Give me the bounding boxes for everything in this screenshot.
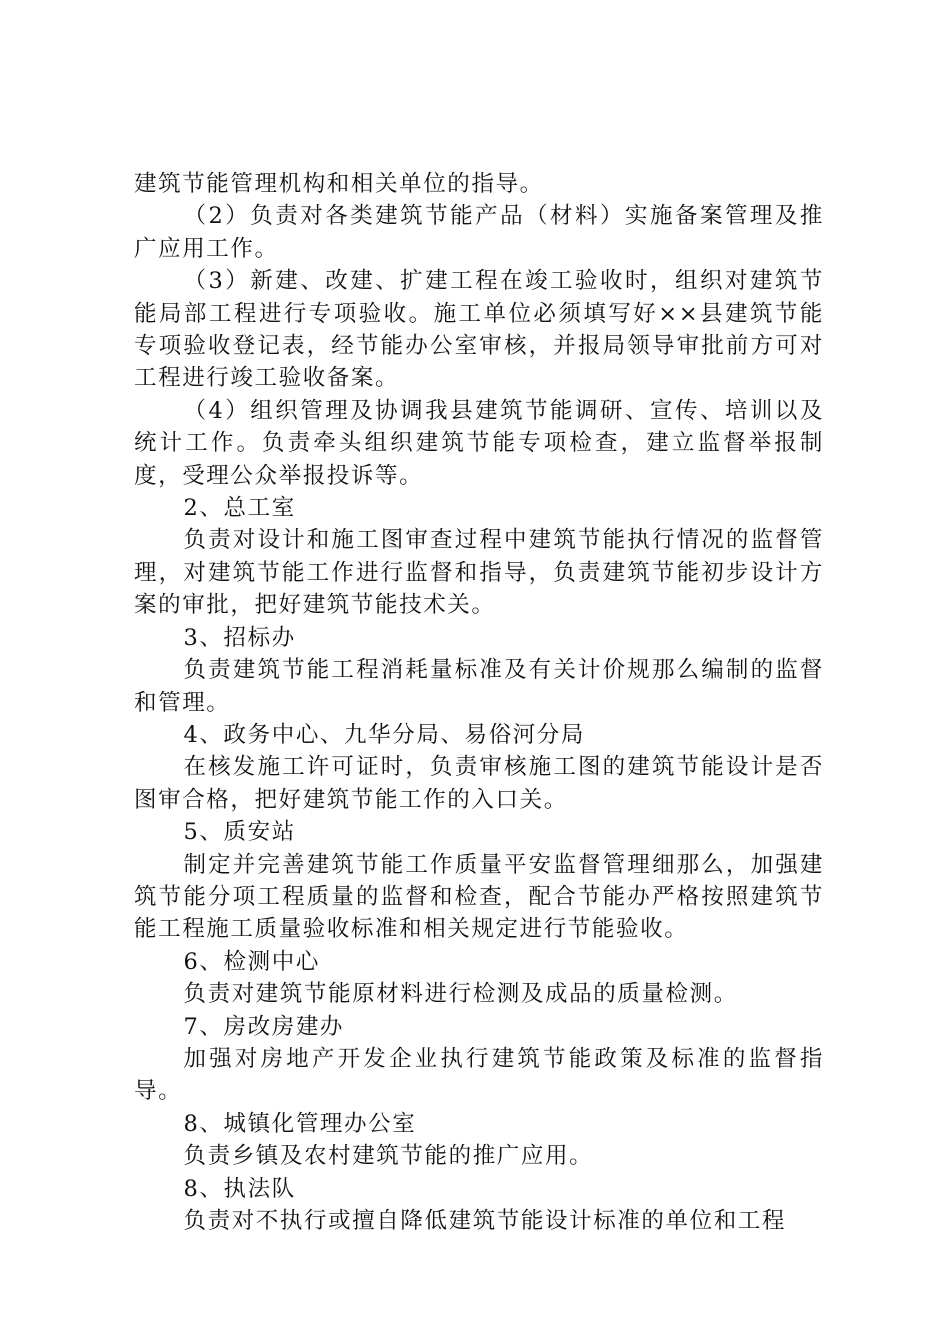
section-body-testing-center: 负责对建筑节能原材料进行检测及成品的质量检测。 bbox=[183, 981, 738, 1008]
section-body-housing-reform-office: 加强对房地产开发企业执行建筑节能政策及标准的监督指导。 bbox=[134, 1045, 824, 1105]
section-heading-chief-engineer-office: 2、总工室 bbox=[183, 495, 296, 522]
section-body-government-service-center: 在核发施工许可证时，负责审核施工图的建筑节能设计是否图审合格，把好建筑节能工作的入口关。 bbox=[134, 754, 824, 813]
continuation-paragraph: 建筑节能管理机构和相关单位的指导。 bbox=[134, 171, 544, 197]
section-heading-bidding-office: 3、招标办 bbox=[183, 624, 296, 651]
duty-item-3: （3）新建、改建、扩建工程在竣工验收时，组织对建筑节能局部工程进行专项验收。施工单位必须填写好××县建筑节能专项验收登记表，经节能办公室审核，并报局领导审批前方可对工程进行竣工验收备案。 bbox=[134, 268, 824, 392]
section-heading-housing-reform-office: 7、房改房建办 bbox=[183, 1013, 345, 1040]
section-heading-urbanization-office: 8、城镇化管理办公室 bbox=[183, 1110, 417, 1137]
section-heading-enforcement-team: 8、执法队 bbox=[183, 1175, 296, 1202]
section-heading-government-service-center: 4、政务中心、九华分局、易俗河分局 bbox=[183, 721, 586, 748]
section-heading-testing-center: 6、检测中心 bbox=[183, 948, 320, 975]
section-body-chief-engineer-office: 负责对设计和施工图审查过程中建筑节能执行情况的监督管理，对建筑节能工作进行监督和指导，负责建筑节能初步设计方案的审批，把好建筑节能技术关。 bbox=[134, 527, 824, 619]
section-body-quality-safety-station: 制定并完善建筑节能工作质量平安监督管理细那么，加强建筑节能分项工程质量的监督和检查，配合节能办严格按照建筑节能工程施工质量验收标准和相关规定进行节能验收。 bbox=[134, 851, 824, 943]
document-body bbox=[134, 168, 824, 1237]
section-heading-quality-safety-station: 5、质安站 bbox=[183, 819, 296, 846]
duty-item-2: （2）负责对各类建筑节能产品（材料）实施备案管理及推广应用工作。 bbox=[134, 203, 824, 262]
section-body-urbanization-office: 负责乡镇及农村建筑节能的推广应用。 bbox=[183, 1143, 594, 1170]
duty-item-4: （4）组织管理及协调我县建筑节能调研、宣传、培训以及统计工作。负责牵头组织建筑节能专项检查，建立监督举报制度，受理公众举报投诉等。 bbox=[134, 397, 824, 489]
section-body-bidding-office: 负责建筑节能工程消耗量标准及有关计价规那么编制的监督和管理。 bbox=[134, 657, 824, 716]
section-body-enforcement-team: 负责对不执行或擅自降低建筑节能设计标准的单位和工程 bbox=[183, 1208, 787, 1234]
